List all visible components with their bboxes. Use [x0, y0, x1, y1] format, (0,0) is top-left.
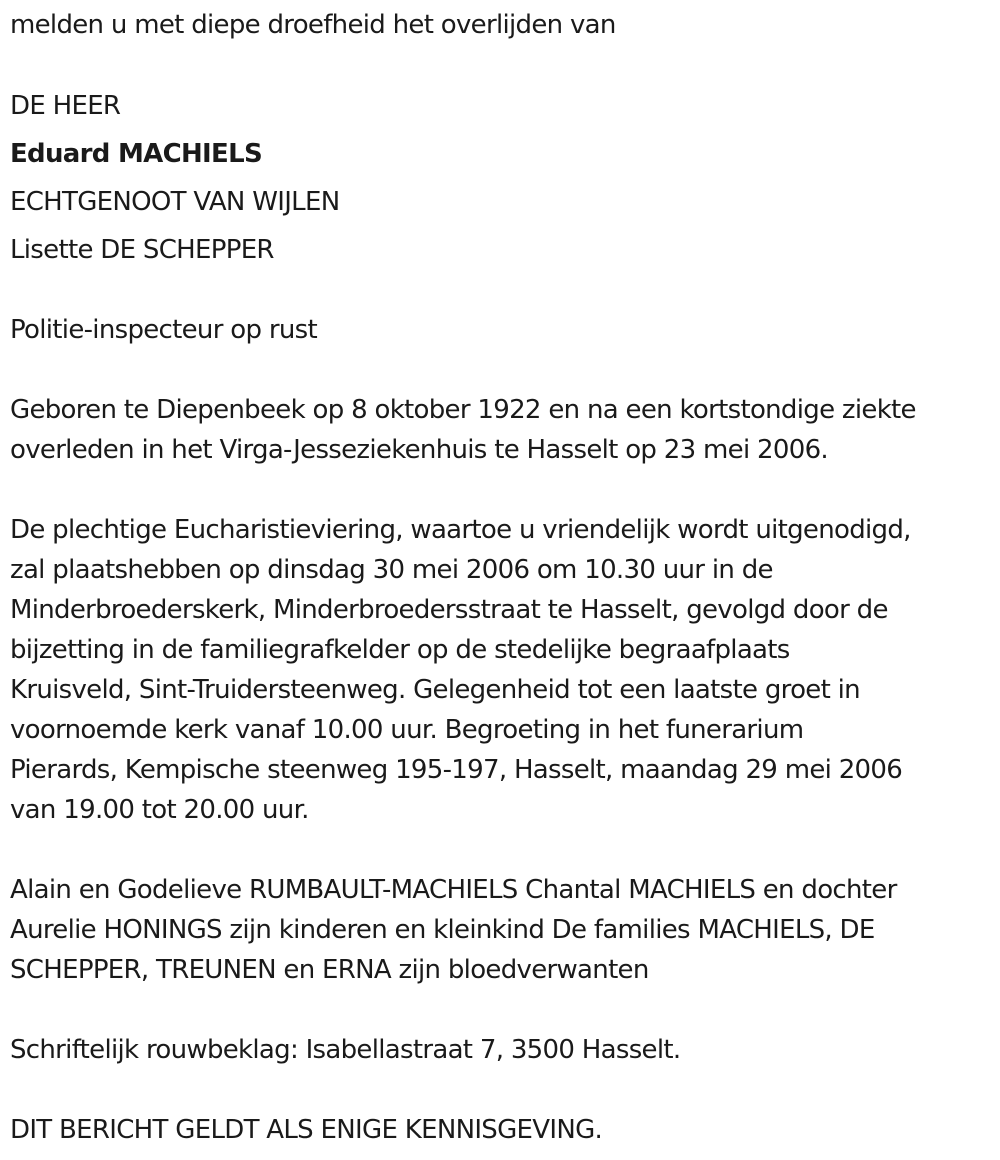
- notice-text: DIT BERICHT GELDT ALS ENIGE KENNISGEVING.: [10, 1115, 603, 1145]
- spouse-name: Lisette DE SCHEPPER: [10, 235, 274, 265]
- paragraph-line: van 19.00 tot 20.00 uur.: [10, 795, 309, 825]
- paragraph-line: Kruisveld, Sint-Truidersteenweg. Gelegenheid tot een laatste groet in: [10, 675, 860, 705]
- paragraph-line: Alain en Godelieve RUMBAULT-MACHIELS Chantal MACHIELS en dochter: [10, 875, 897, 905]
- intro-text: melden u met diepe droefheid het overlijden van: [10, 10, 616, 40]
- occupation-text: Politie-inspecteur op rust: [10, 315, 317, 345]
- paragraph-line: zal plaatshebben op dinsdag 30 mei 2006 om 10.30 uur in de: [10, 555, 773, 585]
- ceremony-paragraph: [10, 510, 995, 830]
- family-paragraph: [10, 870, 995, 990]
- title-text: DE HEER: [10, 91, 121, 121]
- condolences-address: Schriftelijk rouwbeklag: Isabellastraat 7, 3500 Hasselt.: [10, 1035, 681, 1065]
- deceased-name: Eduard MACHIELS: [10, 139, 262, 169]
- spouse-label: ECHTGENOOT VAN WIJLEN: [10, 187, 340, 217]
- paragraph-line: voornoemde kerk vanaf 10.00 uur. Begroeting in het funerarium: [10, 715, 804, 745]
- paragraph-line: SCHEPPER, TREUNEN en ERNA zijn bloedverwanten: [10, 955, 649, 985]
- paragraph-line: bijzetting in de familiegrafkelder op de stedelijke begraafplaats: [10, 635, 790, 665]
- paragraph-line: Pierards, Kempische steenweg 195-197, Hasselt, maandag 29 mei 2006: [10, 755, 903, 785]
- paragraph-line: overleden in het Virga-Jesseziekenhuis te Hasselt op 23 mei 2006.: [10, 435, 828, 465]
- paragraph-line: De plechtige Eucharistieviering, waartoe u vriendelijk wordt uitgenodigd,: [10, 515, 911, 545]
- paragraph-line: Aurelie HONINGS zijn kinderen en kleinkind De families MACHIELS, DE: [10, 915, 875, 945]
- birth-death-paragraph: [10, 390, 995, 470]
- paragraph-line: Minderbroederskerk, Minderbroedersstraat te Hasselt, gevolgd door de: [10, 595, 888, 625]
- paragraph-line: Geboren te Diepenbeek op 8 oktober 1922 en na een kortstondige ziekte: [10, 395, 916, 425]
